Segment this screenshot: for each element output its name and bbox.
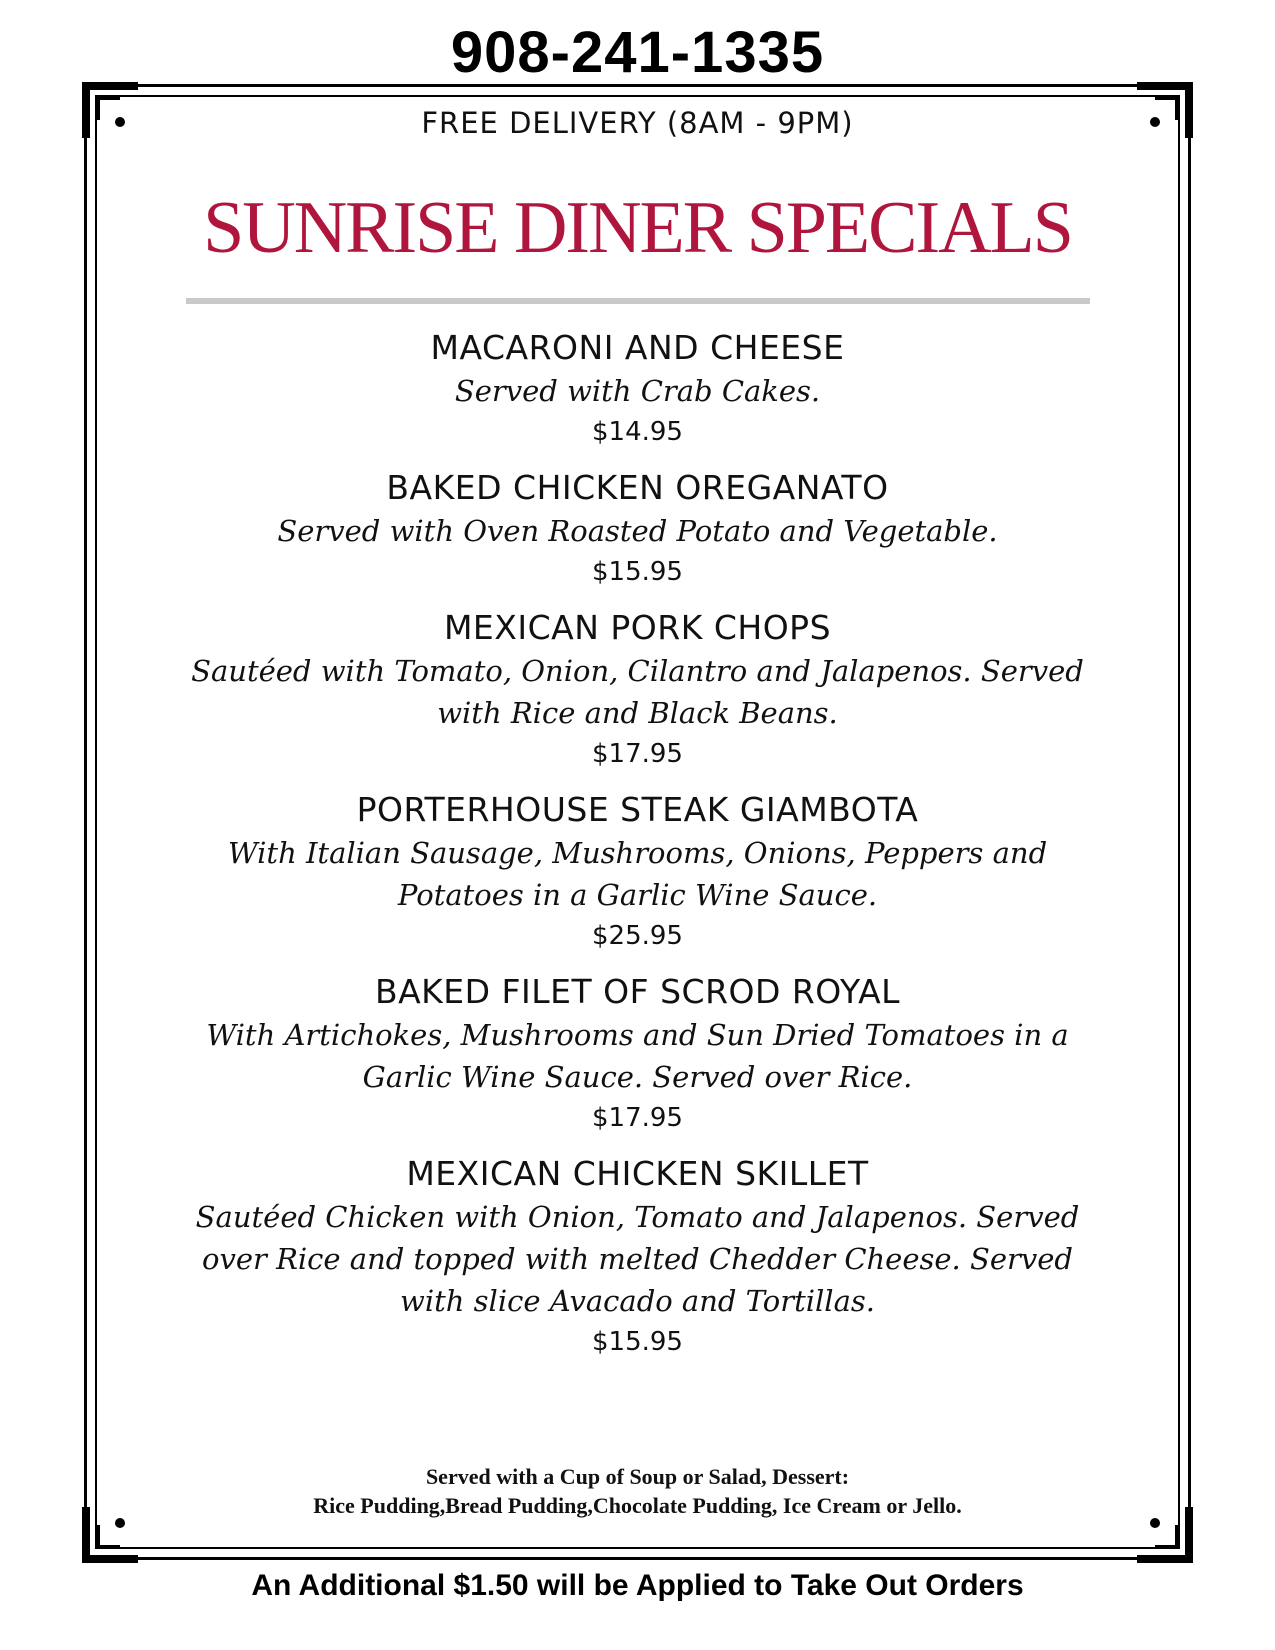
menu-item xyxy=(190,606,1085,774)
menu-item xyxy=(190,788,1085,956)
served-with-line-1: Served with a Cup of Soup or Salad, Dessert: xyxy=(425,1464,850,1489)
takeout-surcharge-note: An Additional $1.50 will be Applied to Take Out Orders xyxy=(251,1569,1024,1602)
title-divider xyxy=(186,298,1090,304)
item-name: PORTERHOUSE STEAK GIAMBOTA xyxy=(356,790,919,829)
item-price: $15.95 xyxy=(592,1327,683,1357)
item-name: MACARONI AND CHEESE xyxy=(430,328,845,367)
page-title: SUNRISE DINER SPECIALS xyxy=(203,187,1072,269)
item-name: BAKED CHICKEN OREGANATO xyxy=(386,468,889,507)
item-description: Sautéed with Tomato, Onion, Cilantro and Jalapenos. Served with Rice and Black Beans. xyxy=(191,654,1084,730)
served-with-note xyxy=(0,1462,1275,1520)
item-name: MEXICAN PORK CHOPS xyxy=(443,608,832,647)
menu-item xyxy=(190,970,1085,1138)
item-price: $17.95 xyxy=(592,739,683,769)
item-description: With Italian Sausage, Mushrooms, Onions, Peppers and Potatoes in a Garlic Wine Sauce. xyxy=(227,836,1048,912)
item-description: Served with Crab Cakes. xyxy=(454,374,821,408)
item-price: $17.95 xyxy=(592,1103,683,1133)
menu-item xyxy=(190,326,1085,452)
item-description: Served with Oven Roasted Potato and Vegetable. xyxy=(277,514,998,548)
item-name: MEXICAN CHICKEN SKILLET xyxy=(406,1154,869,1193)
item-price: $15.95 xyxy=(592,557,683,587)
item-name: BAKED FILET OF SCROD ROYAL xyxy=(374,972,901,1011)
delivery-hours: FREE DELIVERY (8AM - 9PM) xyxy=(421,106,854,140)
item-description: Sautéed Chicken with Onion, Tomato and Jalapenos. Served over Rice and topped with melted Chedder Cheese. Served with slice Avacado and Tortillas. xyxy=(195,1200,1080,1318)
item-price: $25.95 xyxy=(592,921,683,951)
item-price: $14.95 xyxy=(592,417,683,447)
served-with-line-2: Rice Pudding,Bread Pudding,Chocolate Pudding, Ice Cream or Jello. xyxy=(313,1493,962,1518)
specials-list xyxy=(190,326,1085,1376)
phone-number: 908-241-1335 xyxy=(450,20,825,85)
menu-item xyxy=(190,1152,1085,1362)
item-description: With Artichokes, Mushrooms and Sun Dried Tomatoes in a Garlic Wine Sauce. Served over Rice. xyxy=(206,1018,1069,1094)
menu-item xyxy=(190,466,1085,592)
